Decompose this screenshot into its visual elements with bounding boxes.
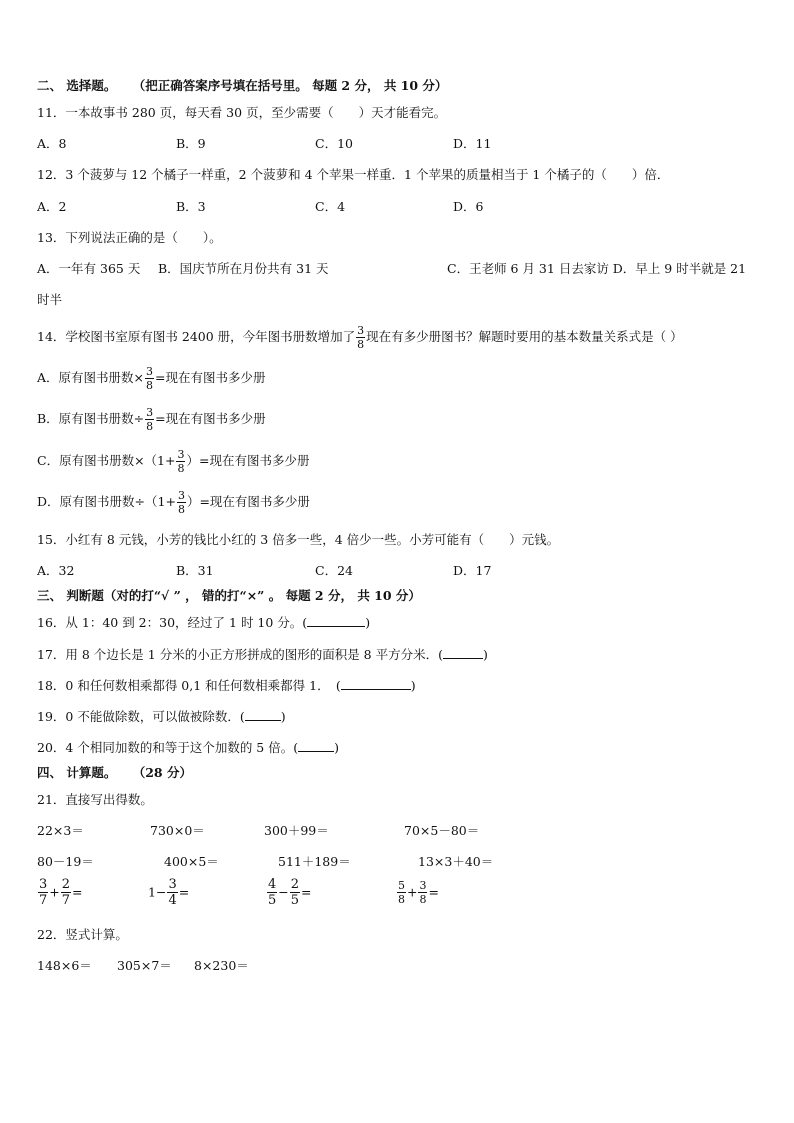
q21-item[interactable]: 730×0＝ [150,823,205,838]
q14-a-pre: A．原有图书册数× [37,370,145,385]
section-4-note: （28 分） [132,765,192,780]
q13-wrap-text: 时半 [37,292,63,307]
equals: = [72,884,83,900]
section-2-heading [37,78,447,94]
fraction [418,880,427,905]
q11-option-d[interactable]: D．11 [453,136,492,151]
q15-option-c[interactable]: C．24 [315,563,353,578]
frac-num: 2 [61,877,71,892]
q14-a-post: =现在有图书多少册 [155,370,266,385]
fraction [290,878,300,907]
frac-den: 4 [168,893,177,908]
frac-num: 3 [168,877,177,892]
q18-answer-blank[interactable] [341,677,411,690]
q19-answer-blank[interactable] [245,708,281,721]
fraction [61,878,71,907]
question-19 [37,708,286,725]
question-17 [37,646,488,663]
equals: = [428,884,439,900]
question-22: 22．竖式计算。 [37,927,128,942]
frac-num: 2 [290,877,300,892]
q11-option-a[interactable]: A．8 [37,136,67,151]
fraction [267,878,277,907]
q14-b-post: =现在有图书多少册 [155,411,266,426]
frac-num: 3 [419,879,427,892]
q16-text: 16．从 1：40 到 2：30，经过了 1 时 10 分。( [37,615,308,630]
q15-option-a[interactable]: A．32 [37,563,75,578]
section-3-note: （对的打“√ ” ， 错的打“×” 。 每题 2 分， 共 10 分） [103,588,421,603]
q18-text: 18．0 和任何数相乘都得 0,1 和任何数相乘都得 1． ( [37,678,341,693]
question-15: 15．小红有 8 元钱，小芳的钱比小红的 3 倍多一些，4 倍少一些。小芳可能有（ ）元钱。 [37,532,560,547]
equals: = [178,884,190,900]
q14-c-pre: C．原有图书册数×（1+ [37,453,176,468]
q14-d-fraction [177,490,186,515]
q14-c-den: 8 [177,462,185,475]
frac-den: 5 [290,893,300,908]
q21-item[interactable]: 300＋99＝ [264,823,329,838]
q12-option-d[interactable]: D．6 [453,199,484,214]
q21-fraction-item-1[interactable] [37,878,83,907]
question-12: 12．3 个菠萝与 12 个橘子一样重，2 个菠萝和 4 个苹果一样重．1 个苹果的质量相当于 1 个橘子的（ ）倍． [37,167,670,182]
q21-fraction-item-4[interactable] [396,880,439,905]
q14-fraction [356,325,365,350]
fraction [38,878,48,907]
q13-option-a[interactable]: A．一年有 365 天 [37,261,141,276]
operator: − [278,884,289,900]
q14-b-fraction [145,407,154,432]
q21-item[interactable]: 22×3＝ [37,823,84,838]
q17-text: 17．用 8 个边长是 1 分米的小正方形拼成的图形的面积是 8 平方分米．( [37,647,443,662]
section-4-title: 四、 计算题。 [37,765,117,780]
section-3-heading [37,588,421,604]
q14-option-d[interactable] [37,490,310,515]
q20-close: ) [334,740,339,755]
q21-fraction-item-3[interactable] [266,878,312,907]
q22-item[interactable]: 148×6＝ [37,958,92,973]
q16-close: ) [365,615,371,630]
q14-frac-num: 3 [357,324,365,337]
q22-item[interactable]: 305×7＝ [117,958,172,973]
question-20 [37,739,339,756]
q14-d-num: 3 [177,489,185,502]
frac-den: 8 [419,893,427,906]
q12-option-a[interactable]: A．2 [37,199,67,214]
q22-item[interactable]: 8×230＝ [194,958,249,973]
q14-option-a[interactable] [37,366,266,391]
q21-fraction-item-2[interactable] [148,878,189,907]
equals: = [301,884,312,900]
operator: + [407,884,418,900]
q12-option-b[interactable]: B．3 [176,199,206,214]
q14-d-den: 8 [177,503,185,516]
section-2-title: 二、 选择题。 [37,78,117,93]
q13-option-b[interactable]: B．国庆节所在月份共有 31 天 [158,261,329,276]
q14-c-fraction [176,449,185,474]
q15-option-b[interactable]: B．31 [176,563,214,578]
q14-a-fraction [145,366,154,391]
q14-option-b[interactable] [37,407,266,432]
q14-a-den: 8 [146,379,154,392]
q13-option-c-d[interactable]: C．王老师 6 月 31 日去家访 D．早上 9 时半就是 21 [447,261,747,276]
frac-den: 5 [268,893,277,908]
q19-text: 19．0 不能做除数，可以做被除数．( [37,709,245,724]
q14-frac-den: 8 [357,338,365,351]
q14-a-num: 3 [146,365,154,378]
operator: + [49,884,60,900]
q14-b-den: 8 [146,420,154,433]
section-4-heading [37,765,192,781]
q21-item[interactable]: 70×5－80＝ [404,823,480,838]
frac-den: 8 [398,893,405,906]
question-11: 11．一本故事书 280 页，每天看 30 页，至少需要（ ）天才能看完。 [37,105,447,120]
q21-item[interactable]: 511＋189＝ [278,854,351,869]
q21-item[interactable]: 80－19＝ [37,854,94,869]
q18-close: ) [410,678,416,693]
prefix: 1− [148,884,167,900]
section-2-note: （把正确答案序号填在括号里。 每题 2 分， 共 10 分） [132,78,448,93]
q20-text: 20．4 个相同加数的和等于这个加数的 5 倍。( [37,740,299,755]
section-3-title: 三、 判断题 [37,588,104,603]
question-18 [37,677,416,694]
question-14 [37,325,683,350]
q14-text-pre: 14．学校图书室原有图书 2400 册，今年图书册数增加了 [37,329,356,344]
q14-d-post: ）=现在有图书多少册 [186,494,310,509]
frac-num: 4 [268,877,277,892]
q14-d-pre: D．原有图书册数÷（1+ [37,494,176,509]
question-13: 13．下列说法正确的是（ ）。 [37,230,222,245]
q21-item[interactable]: 13×3＋40＝ [418,854,494,869]
frac-den: 7 [39,893,48,908]
q14-c-num: 3 [177,448,185,461]
q21-item[interactable]: 400×5＝ [164,854,219,869]
q19-close: ) [280,709,286,724]
q20-answer-blank[interactable] [298,739,334,752]
q17-answer-blank[interactable] [443,646,483,659]
q14-option-c[interactable] [37,449,309,474]
q12-option-c[interactable]: C．4 [315,199,346,214]
q11-option-b[interactable]: B．9 [176,136,206,151]
q11-option-c[interactable]: C．10 [315,136,353,151]
fraction [167,878,177,907]
q14-c-post: ）=现在有图书多少册 [186,453,310,468]
fraction [397,880,406,905]
frac-den: 7 [61,893,71,908]
q17-close: ) [482,647,488,662]
q15-option-d[interactable]: D．17 [453,563,492,578]
question-21: 21．直接写出得数。 [37,792,153,807]
q14-b-num: 3 [146,406,154,419]
question-16 [37,614,370,631]
q14-text-post: 现在有多少册图书？解题时要用的基本数量关系式是（ ） [366,329,683,344]
q14-b-pre: B．原有图书册数÷ [37,411,145,426]
frac-num: 5 [398,879,405,892]
frac-num: 3 [39,877,48,892]
q16-answer-blank[interactable] [307,614,365,627]
